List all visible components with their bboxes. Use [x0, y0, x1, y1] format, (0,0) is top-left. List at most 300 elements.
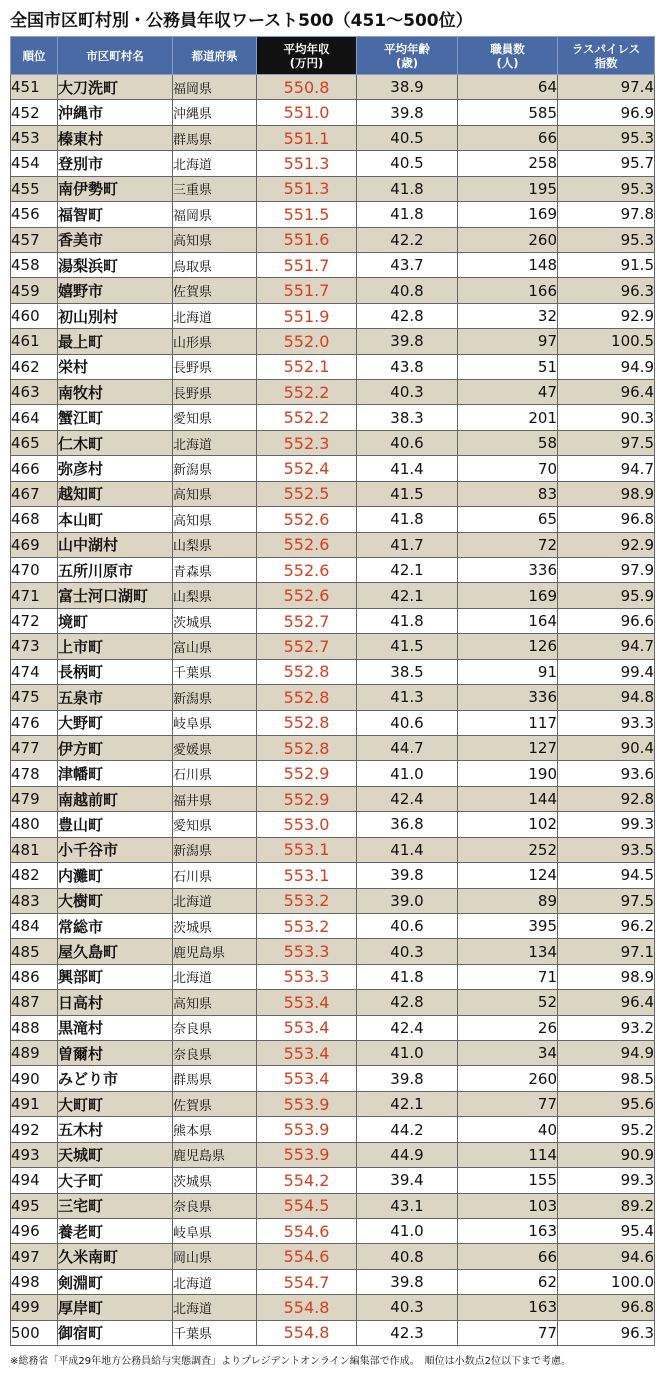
table-row: [11, 1041, 655, 1066]
laspeyres-cell: 99.4: [558, 659, 655, 684]
laspeyres-cell: 100.5: [558, 329, 655, 354]
age-cell: 41.3: [357, 685, 458, 710]
salary-cell: 553.4: [257, 990, 357, 1015]
city-name-cell: 曽爾村: [58, 1041, 173, 1066]
prefecture-cell: 鳥取県: [173, 252, 257, 277]
city-name-cell: 嬉野市: [58, 278, 173, 303]
age-cell: 41.8: [357, 964, 458, 989]
rank-cell: 464: [11, 405, 58, 430]
laspeyres-cell: 97.9: [558, 558, 655, 583]
rank-cell: 483: [11, 888, 58, 913]
header-rank-label: 順位: [22, 48, 46, 63]
staff-count-cell: 103: [458, 1193, 558, 1218]
staff-count-cell: 71: [458, 964, 558, 989]
city-name-cell: 天城町: [58, 1142, 173, 1167]
staff-count-cell: 190: [458, 761, 558, 786]
age-cell: 43.8: [357, 354, 458, 379]
staff-count-cell: 126: [458, 634, 558, 659]
salary-cell: 551.3: [257, 151, 357, 176]
laspeyres-cell: 96.8: [558, 507, 655, 532]
age-cell: 42.4: [357, 786, 458, 811]
rank-cell: 486: [11, 964, 58, 989]
age-cell: 42.1: [357, 583, 458, 608]
salary-cell: 553.3: [257, 939, 357, 964]
laspeyres-cell: 97.5: [558, 888, 655, 913]
rank-cell: 458: [11, 252, 58, 277]
header-salary: [257, 37, 357, 75]
table-row: [11, 659, 655, 684]
laspeyres-cell: 93.3: [558, 710, 655, 735]
prefecture-cell: 福岡県: [173, 202, 257, 227]
salary-cell: 552.6: [257, 532, 357, 557]
laspeyres-cell: 95.4: [558, 1218, 655, 1243]
laspeyres-cell: 95.6: [558, 1091, 655, 1116]
age-cell: 40.5: [357, 151, 458, 176]
age-cell: 41.5: [357, 481, 458, 506]
staff-count-cell: 62: [458, 1269, 558, 1294]
age-cell: 41.4: [357, 456, 458, 481]
age-cell: 43.7: [357, 252, 458, 277]
city-name-cell: 南牧村: [58, 380, 173, 405]
table-row: [11, 1218, 655, 1243]
prefecture-cell: 愛知県: [173, 405, 257, 430]
prefecture-cell: 新潟県: [173, 837, 257, 862]
staff-count-cell: 201: [458, 405, 558, 430]
table-row: [11, 1091, 655, 1116]
age-cell: 39.8: [357, 1269, 458, 1294]
age-cell: 42.1: [357, 1091, 458, 1116]
laspeyres-cell: 93.6: [558, 761, 655, 786]
city-name-cell: 大子町: [58, 1168, 173, 1193]
header-age-unit: (歳): [395, 55, 418, 70]
prefecture-cell: 高知県: [173, 227, 257, 252]
rank-cell: 456: [11, 202, 58, 227]
city-name-cell: 厚岸町: [58, 1295, 173, 1320]
salary-cell: 552.6: [257, 558, 357, 583]
age-cell: 40.6: [357, 913, 458, 938]
salary-cell: 552.8: [257, 659, 357, 684]
header-rank: [11, 37, 58, 75]
table-body: [11, 75, 655, 1346]
laspeyres-cell: 98.5: [558, 1066, 655, 1091]
salary-cell: 550.8: [257, 75, 357, 100]
staff-count-cell: 58: [458, 430, 558, 455]
prefecture-cell: 群馬県: [173, 1066, 257, 1091]
city-name-cell: 小千谷市: [58, 837, 173, 862]
table-row: [11, 481, 655, 506]
salary-cell: 553.2: [257, 888, 357, 913]
age-cell: 40.6: [357, 430, 458, 455]
rank-cell: 465: [11, 430, 58, 455]
rank-cell: 475: [11, 685, 58, 710]
laspeyres-cell: 95.3: [558, 176, 655, 201]
staff-count-cell: 52: [458, 990, 558, 1015]
table-row: [11, 913, 655, 938]
laspeyres-cell: 95.3: [558, 125, 655, 150]
prefecture-cell: 沖縄県: [173, 100, 257, 125]
staff-count-cell: 66: [458, 125, 558, 150]
laspeyres-cell: 90.9: [558, 1142, 655, 1167]
city-name-cell: 黒滝村: [58, 1015, 173, 1040]
city-name-cell: 湯梨浜町: [58, 252, 173, 277]
city-name-cell: 大樹町: [58, 888, 173, 913]
city-name-cell: 上市町: [58, 634, 173, 659]
header-laspeyres: [558, 37, 655, 75]
prefecture-cell: 岡山県: [173, 1244, 257, 1269]
salary-cell: 551.1: [257, 125, 357, 150]
rank-cell: 468: [11, 507, 58, 532]
staff-count-cell: 258: [458, 151, 558, 176]
staff-count-cell: 144: [458, 786, 558, 811]
staff-count-cell: 164: [458, 608, 558, 633]
salary-cell: 554.5: [257, 1193, 357, 1218]
staff-count-cell: 336: [458, 685, 558, 710]
laspeyres-cell: 95.2: [558, 1117, 655, 1142]
laspeyres-cell: 96.3: [558, 1320, 655, 1345]
salary-cell: 551.5: [257, 202, 357, 227]
header-laspeyres-label: ラスパイレス: [571, 41, 641, 56]
prefecture-cell: 石川県: [173, 863, 257, 888]
prefecture-cell: 富山県: [173, 634, 257, 659]
rank-cell: 498: [11, 1269, 58, 1294]
salary-cell: 552.5: [257, 481, 357, 506]
age-cell: 42.8: [357, 303, 458, 328]
prefecture-cell: 茨城県: [173, 913, 257, 938]
table-row: [11, 1066, 655, 1091]
prefecture-cell: 北海道: [173, 888, 257, 913]
prefecture-cell: 山梨県: [173, 532, 257, 557]
rank-cell: 490: [11, 1066, 58, 1091]
staff-count-cell: 66: [458, 1244, 558, 1269]
city-name-cell: 仁木町: [58, 430, 173, 455]
salary-cell: 552.9: [257, 761, 357, 786]
table-row: [11, 1142, 655, 1167]
prefecture-cell: 千葉県: [173, 659, 257, 684]
prefecture-cell: 山形県: [173, 329, 257, 354]
rank-cell: 495: [11, 1193, 58, 1218]
table-row: [11, 608, 655, 633]
city-name-cell: 榛東村: [58, 125, 173, 150]
rank-cell: 469: [11, 532, 58, 557]
staff-count-cell: 64: [458, 75, 558, 100]
age-cell: 41.0: [357, 761, 458, 786]
rank-cell: 480: [11, 812, 58, 837]
table-row: [11, 354, 655, 379]
city-name-cell: 長柄町: [58, 659, 173, 684]
header-salary-label: 平均年収: [283, 41, 330, 56]
age-cell: 41.7: [357, 532, 458, 557]
header-age-label: 平均年齢: [384, 41, 430, 56]
salary-cell: 553.9: [257, 1091, 357, 1116]
staff-count-cell: 114: [458, 1142, 558, 1167]
age-cell: 43.1: [357, 1193, 458, 1218]
age-cell: 42.8: [357, 990, 458, 1015]
rank-cell: 454: [11, 151, 58, 176]
table-row: [11, 202, 655, 227]
prefecture-cell: 北海道: [173, 151, 257, 176]
staff-count-cell: 117: [458, 710, 558, 735]
city-name-cell: 越知町: [58, 481, 173, 506]
staff-count-cell: 72: [458, 532, 558, 557]
table-row: [11, 1295, 655, 1320]
laspeyres-cell: 94.8: [558, 685, 655, 710]
rank-cell: 474: [11, 659, 58, 684]
city-name-cell: 大町町: [58, 1091, 173, 1116]
staff-count-cell: 70: [458, 456, 558, 481]
laspeyres-cell: 95.3: [558, 227, 655, 252]
table-row: [11, 634, 655, 659]
city-name-cell: 伊方町: [58, 735, 173, 760]
table-row: [11, 176, 655, 201]
salary-cell: 553.4: [257, 1066, 357, 1091]
rank-cell: 477: [11, 735, 58, 760]
staff-count-cell: 148: [458, 252, 558, 277]
laspeyres-cell: 94.7: [558, 456, 655, 481]
staff-count-cell: 91: [458, 659, 558, 684]
age-cell: 41.4: [357, 837, 458, 862]
laspeyres-cell: 96.9: [558, 100, 655, 125]
laspeyres-cell: 97.1: [558, 939, 655, 964]
prefecture-cell: 奈良県: [173, 1041, 257, 1066]
salary-cell: 552.8: [257, 710, 357, 735]
table-row: [11, 1244, 655, 1269]
rank-cell: 491: [11, 1091, 58, 1116]
salary-cell: 553.9: [257, 1117, 357, 1142]
prefecture-cell: 佐賀県: [173, 1091, 257, 1116]
table-row: [11, 151, 655, 176]
staff-count-cell: 77: [458, 1320, 558, 1345]
salary-cell: 553.0: [257, 812, 357, 837]
prefecture-cell: 熊本県: [173, 1117, 257, 1142]
staff-count-cell: 32: [458, 303, 558, 328]
age-cell: 41.0: [357, 1218, 458, 1243]
table-row: [11, 761, 655, 786]
age-cell: 42.2: [357, 227, 458, 252]
rank-cell: 466: [11, 456, 58, 481]
laspeyres-cell: 95.7: [558, 151, 655, 176]
salary-cell: 551.6: [257, 227, 357, 252]
salary-cell: 551.3: [257, 176, 357, 201]
laspeyres-cell: 99.3: [558, 1168, 655, 1193]
age-cell: 41.8: [357, 202, 458, 227]
table-row: [11, 685, 655, 710]
age-cell: 41.8: [357, 176, 458, 201]
laspeyres-cell: 93.2: [558, 1015, 655, 1040]
salary-cell: 552.8: [257, 685, 357, 710]
laspeyres-cell: 98.9: [558, 964, 655, 989]
salary-cell: 551.7: [257, 278, 357, 303]
prefecture-cell: 石川県: [173, 761, 257, 786]
staff-count-cell: 97: [458, 329, 558, 354]
age-cell: 40.6: [357, 710, 458, 735]
age-cell: 42.1: [357, 558, 458, 583]
rank-cell: 453: [11, 125, 58, 150]
rank-cell: 451: [11, 75, 58, 100]
salary-cell: 552.7: [257, 634, 357, 659]
prefecture-cell: 山梨県: [173, 583, 257, 608]
prefecture-cell: 奈良県: [173, 1015, 257, 1040]
laspeyres-cell: 91.5: [558, 252, 655, 277]
table-row: [11, 837, 655, 862]
rank-cell: 462: [11, 354, 58, 379]
prefecture-cell: 茨城県: [173, 608, 257, 633]
city-name-cell: 大刀洗町: [58, 75, 173, 100]
city-name-cell: 五木村: [58, 1117, 173, 1142]
rank-cell: 463: [11, 380, 58, 405]
prefecture-cell: 奈良県: [173, 1193, 257, 1218]
laspeyres-cell: 92.9: [558, 532, 655, 557]
table-row: [11, 964, 655, 989]
table-row: [11, 710, 655, 735]
salary-cell: 553.1: [257, 863, 357, 888]
staff-count-cell: 34: [458, 1041, 558, 1066]
city-name-cell: 久米南町: [58, 1244, 173, 1269]
city-name-cell: 御宿町: [58, 1320, 173, 1345]
age-cell: 42.3: [357, 1320, 458, 1345]
salary-cell: 554.8: [257, 1320, 357, 1345]
age-cell: 41.8: [357, 608, 458, 633]
laspeyres-cell: 96.3: [558, 278, 655, 303]
rank-cell: 494: [11, 1168, 58, 1193]
header-salary-unit: (万円): [289, 55, 324, 70]
rank-cell: 457: [11, 227, 58, 252]
staff-count-cell: 89: [458, 888, 558, 913]
laspeyres-cell: 94.7: [558, 634, 655, 659]
laspeyres-cell: 96.8: [558, 1295, 655, 1320]
city-name-cell: 南伊勢町: [58, 176, 173, 201]
age-cell: 41.5: [357, 634, 458, 659]
rank-cell: 473: [11, 634, 58, 659]
salary-cell: 554.8: [257, 1295, 357, 1320]
staff-count-cell: 127: [458, 735, 558, 760]
age-cell: 40.5: [357, 125, 458, 150]
age-cell: 41.0: [357, 1041, 458, 1066]
laspeyres-cell: 89.2: [558, 1193, 655, 1218]
prefecture-cell: 青森県: [173, 558, 257, 583]
laspeyres-cell: 98.9: [558, 481, 655, 506]
table-row: [11, 532, 655, 557]
rank-cell: 479: [11, 786, 58, 811]
staff-count-cell: 252: [458, 837, 558, 862]
salary-cell: 554.6: [257, 1218, 357, 1243]
header-age: [357, 37, 458, 75]
header-staff-unit: (人): [496, 55, 519, 70]
city-name-cell: 弥彦村: [58, 456, 173, 481]
laspeyres-cell: 92.9: [558, 303, 655, 328]
laspeyres-cell: 96.6: [558, 608, 655, 633]
staff-count-cell: 395: [458, 913, 558, 938]
age-cell: 44.2: [357, 1117, 458, 1142]
salary-cell: 552.2: [257, 405, 357, 430]
prefecture-cell: 福岡県: [173, 75, 257, 100]
city-name-cell: 養老町: [58, 1218, 173, 1243]
staff-count-cell: 163: [458, 1295, 558, 1320]
table-row: [11, 405, 655, 430]
city-name-cell: 沖縄市: [58, 100, 173, 125]
staff-count-cell: 585: [458, 100, 558, 125]
city-name-cell: 大野町: [58, 710, 173, 735]
age-cell: 39.4: [357, 1168, 458, 1193]
city-name-cell: 五泉市: [58, 685, 173, 710]
rank-cell: 497: [11, 1244, 58, 1269]
staff-count-cell: 102: [458, 812, 558, 837]
laspeyres-cell: 92.8: [558, 786, 655, 811]
rank-cell: 489: [11, 1041, 58, 1066]
rank-cell: 455: [11, 176, 58, 201]
city-name-cell: 豊山町: [58, 812, 173, 837]
prefecture-cell: 高知県: [173, 990, 257, 1015]
table-row: [11, 786, 655, 811]
rank-cell: 500: [11, 1320, 58, 1345]
staff-count-cell: 336: [458, 558, 558, 583]
salary-cell: 553.2: [257, 913, 357, 938]
salary-cell: 552.1: [257, 354, 357, 379]
city-name-cell: 内灘町: [58, 863, 173, 888]
prefecture-cell: 茨城県: [173, 1168, 257, 1193]
age-cell: 39.8: [357, 863, 458, 888]
salary-cell: 552.2: [257, 380, 357, 405]
laspeyres-cell: 94.5: [558, 863, 655, 888]
laspeyres-cell: 97.5: [558, 430, 655, 455]
staff-count-cell: 155: [458, 1168, 558, 1193]
salary-cell: 552.9: [257, 786, 357, 811]
rank-cell: 470: [11, 558, 58, 583]
page-title: 全国市区町村別・公務員年収ワースト500（451〜500位）: [10, 11, 473, 31]
prefecture-cell: 鹿児島県: [173, 1142, 257, 1167]
city-name-cell: みどり市: [58, 1066, 173, 1091]
city-name-cell: 津幡町: [58, 761, 173, 786]
staff-count-cell: 134: [458, 939, 558, 964]
rank-cell: 472: [11, 608, 58, 633]
prefecture-cell: 長野県: [173, 380, 257, 405]
rank-cell: 478: [11, 761, 58, 786]
prefecture-cell: 岐阜県: [173, 1218, 257, 1243]
age-cell: 40.3: [357, 1295, 458, 1320]
table-header-row: [11, 37, 655, 75]
prefecture-cell: 新潟県: [173, 685, 257, 710]
age-cell: 39.8: [357, 100, 458, 125]
city-name-cell: 富士河口湖町: [58, 583, 173, 608]
salary-cell: 553.1: [257, 837, 357, 862]
table-row: [11, 125, 655, 150]
city-name-cell: 初山別村: [58, 303, 173, 328]
header-staff: [458, 37, 558, 75]
staff-count-cell: 163: [458, 1218, 558, 1243]
prefecture-cell: 千葉県: [173, 1320, 257, 1345]
prefecture-cell: 三重県: [173, 176, 257, 201]
table-row: [11, 558, 655, 583]
table-row: [11, 100, 655, 125]
laspeyres-cell: 95.9: [558, 583, 655, 608]
prefecture-cell: 岐阜県: [173, 710, 257, 735]
staff-count-cell: 47: [458, 380, 558, 405]
staff-count-cell: 195: [458, 176, 558, 201]
rank-cell: 471: [11, 583, 58, 608]
laspeyres-cell: 96.4: [558, 990, 655, 1015]
salary-cell: 554.6: [257, 1244, 357, 1269]
salary-cell: 553.3: [257, 964, 357, 989]
city-name-cell: 南越前町: [58, 786, 173, 811]
table-row: [11, 1168, 655, 1193]
staff-count-cell: 26: [458, 1015, 558, 1040]
salary-cell: 553.4: [257, 1041, 357, 1066]
age-cell: 44.9: [357, 1142, 458, 1167]
table-row: [11, 75, 655, 100]
salary-cell: 551.7: [257, 252, 357, 277]
laspeyres-cell: 96.4: [558, 380, 655, 405]
table-row: [11, 278, 655, 303]
table-row: [11, 507, 655, 532]
